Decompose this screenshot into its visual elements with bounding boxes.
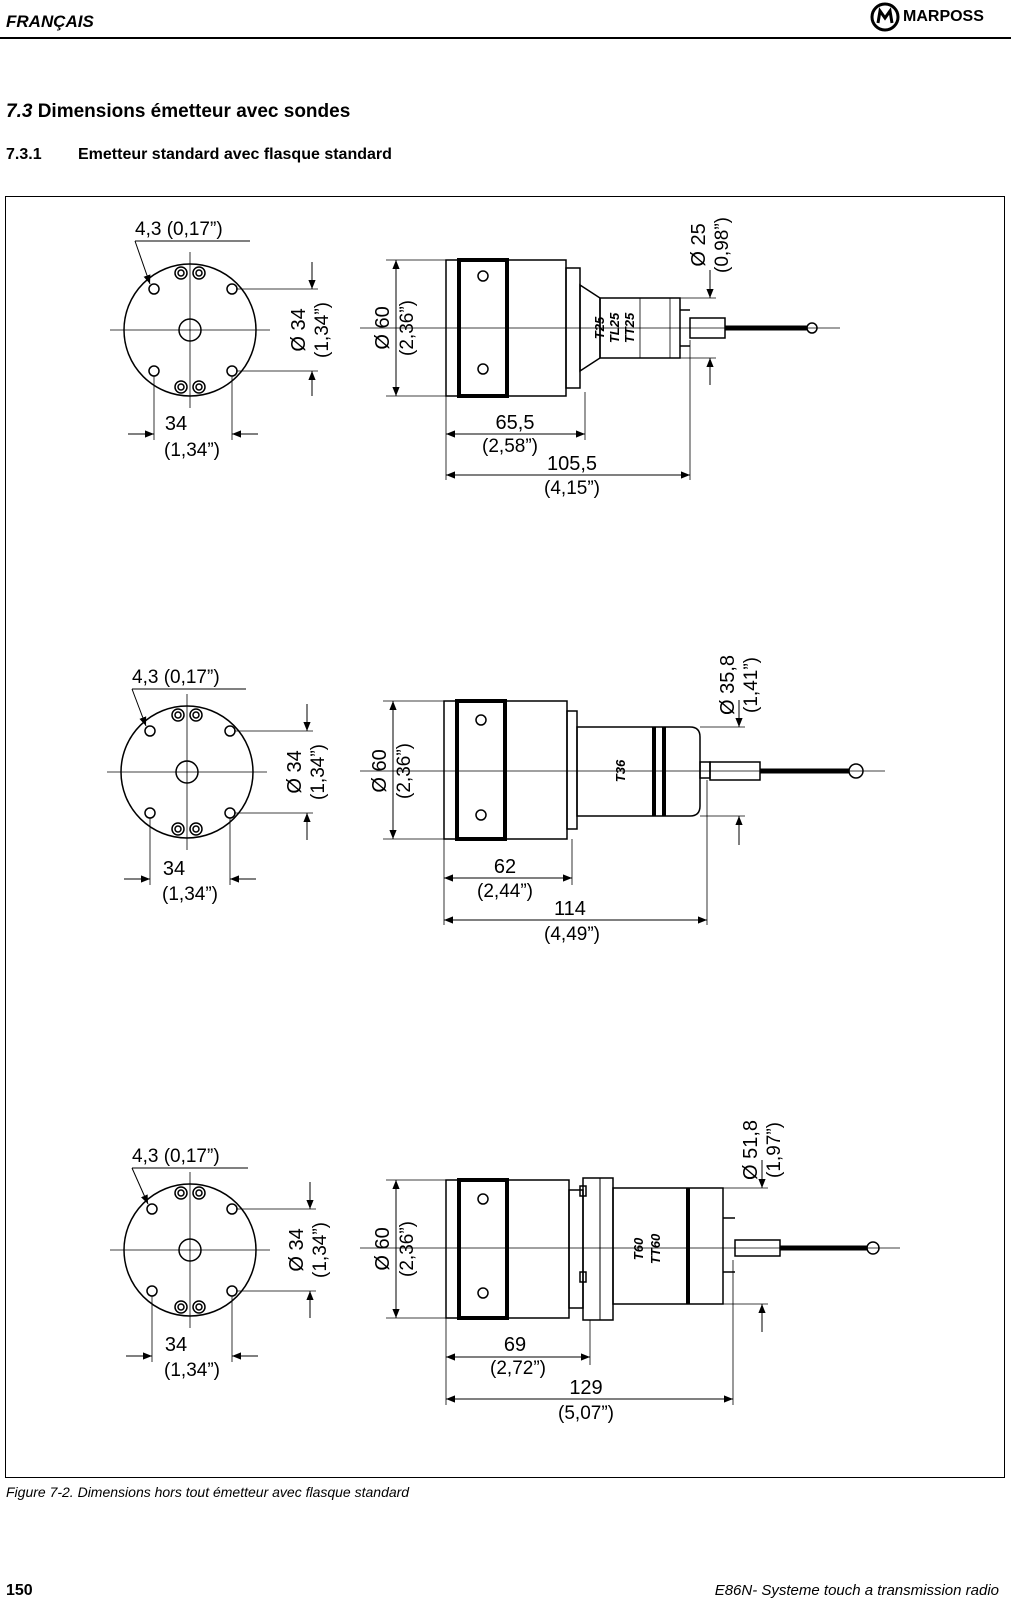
probe-label: TL25 — [607, 312, 622, 344]
length-2: 114 — [554, 898, 586, 920]
hole-dim-label: 4,3 (0,17”) — [132, 667, 220, 688]
probe-label: T36 — [613, 759, 628, 783]
header-language: FRANÇAIS — [6, 12, 94, 31]
probe-dia-in: (1,97”) — [764, 1122, 785, 1178]
bolt-dim-h: 34 — [162, 858, 186, 880]
probe-label: TT25 — [622, 312, 637, 344]
body-dia: Ø 60 — [372, 306, 394, 350]
bolt-dim-h-in: (1,34”) — [164, 1360, 220, 1381]
length-1-in: (2,58”) — [482, 436, 538, 457]
length-1: 69 — [503, 1334, 527, 1356]
drawing-1 — [110, 217, 840, 499]
length-2-in: (4,15”) — [544, 478, 600, 499]
length-2-in: (5,07”) — [558, 1403, 614, 1424]
bolt-dim-h: 34 — [164, 413, 188, 435]
drawing-3 — [110, 1120, 900, 1424]
figure-caption: Figure 7-2. Dimensions hors tout émetteur avec flasque standard — [6, 1484, 410, 1500]
subsection-title: Emetteur standard avec flasque standard — [78, 146, 392, 163]
bolt-dim-h: 34 — [164, 1334, 188, 1356]
length-1: 65,5 — [495, 412, 535, 434]
bolt-dim-v-in: (1,34”) — [308, 744, 329, 800]
bolt-dim-v: Ø 34 — [286, 1228, 308, 1272]
probe-label: T25 — [592, 316, 607, 340]
body-dia-in: (2,36”) — [397, 1221, 418, 1277]
probe-dia-in: (1,41”) — [741, 657, 762, 713]
bolt-dim-h-in: (1,34”) — [162, 884, 218, 905]
subsection-number: 7.3.1 — [6, 146, 42, 163]
document-title: E86N- Systeme touch a transmission radio — [714, 1582, 999, 1599]
probe-label: T60 — [631, 1237, 646, 1261]
probe-dia: Ø 51,8 — [740, 1119, 762, 1181]
probe-label: TT60 — [648, 1233, 663, 1265]
transmitter-side-view — [360, 1160, 900, 1405]
body-dia: Ø 60 — [369, 749, 391, 793]
bolt-dim-v-in: (1,34”) — [312, 302, 333, 358]
drawing-2 — [107, 655, 885, 945]
hole-dim-label: 4,3 (0,17”) — [132, 1146, 220, 1167]
length-1: 62 — [493, 856, 517, 878]
length-2: 129 — [569, 1377, 603, 1399]
page-number: 150 — [6, 1582, 33, 1599]
length-2-in: (4,49”) — [544, 924, 600, 945]
flange-front-view — [110, 241, 318, 440]
transmitter-side-view — [360, 700, 885, 925]
probe-dia-in: (0,98”) — [712, 217, 733, 273]
flange-front-view — [107, 689, 313, 885]
length-2: 105,5 — [546, 453, 598, 475]
probe-dia: Ø 25 — [688, 223, 710, 267]
body-dia-in: (2,36”) — [397, 300, 418, 356]
bolt-dim-h-in: (1,34”) — [164, 440, 220, 461]
section-title: Dimensions émetteur avec sondes — [37, 101, 351, 122]
transmitter-side-view — [360, 260, 840, 480]
length-1-in: (2,72”) — [490, 1358, 546, 1379]
body-dia-in: (2,36”) — [394, 743, 415, 799]
bolt-dim-v: Ø 34 — [284, 750, 306, 794]
hole-dim-label: 4,3 (0,17”) — [135, 219, 223, 240]
body-dia: Ø 60 — [372, 1227, 394, 1271]
section-number: 7.3 — [6, 101, 33, 122]
bolt-dim-v-in: (1,34”) — [310, 1222, 331, 1278]
brand-name: MARPOSS — [903, 8, 984, 25]
length-1-in: (2,44”) — [477, 881, 533, 902]
probe-dia: Ø 35,8 — [717, 654, 739, 716]
bolt-dim-v: Ø 34 — [288, 308, 310, 352]
